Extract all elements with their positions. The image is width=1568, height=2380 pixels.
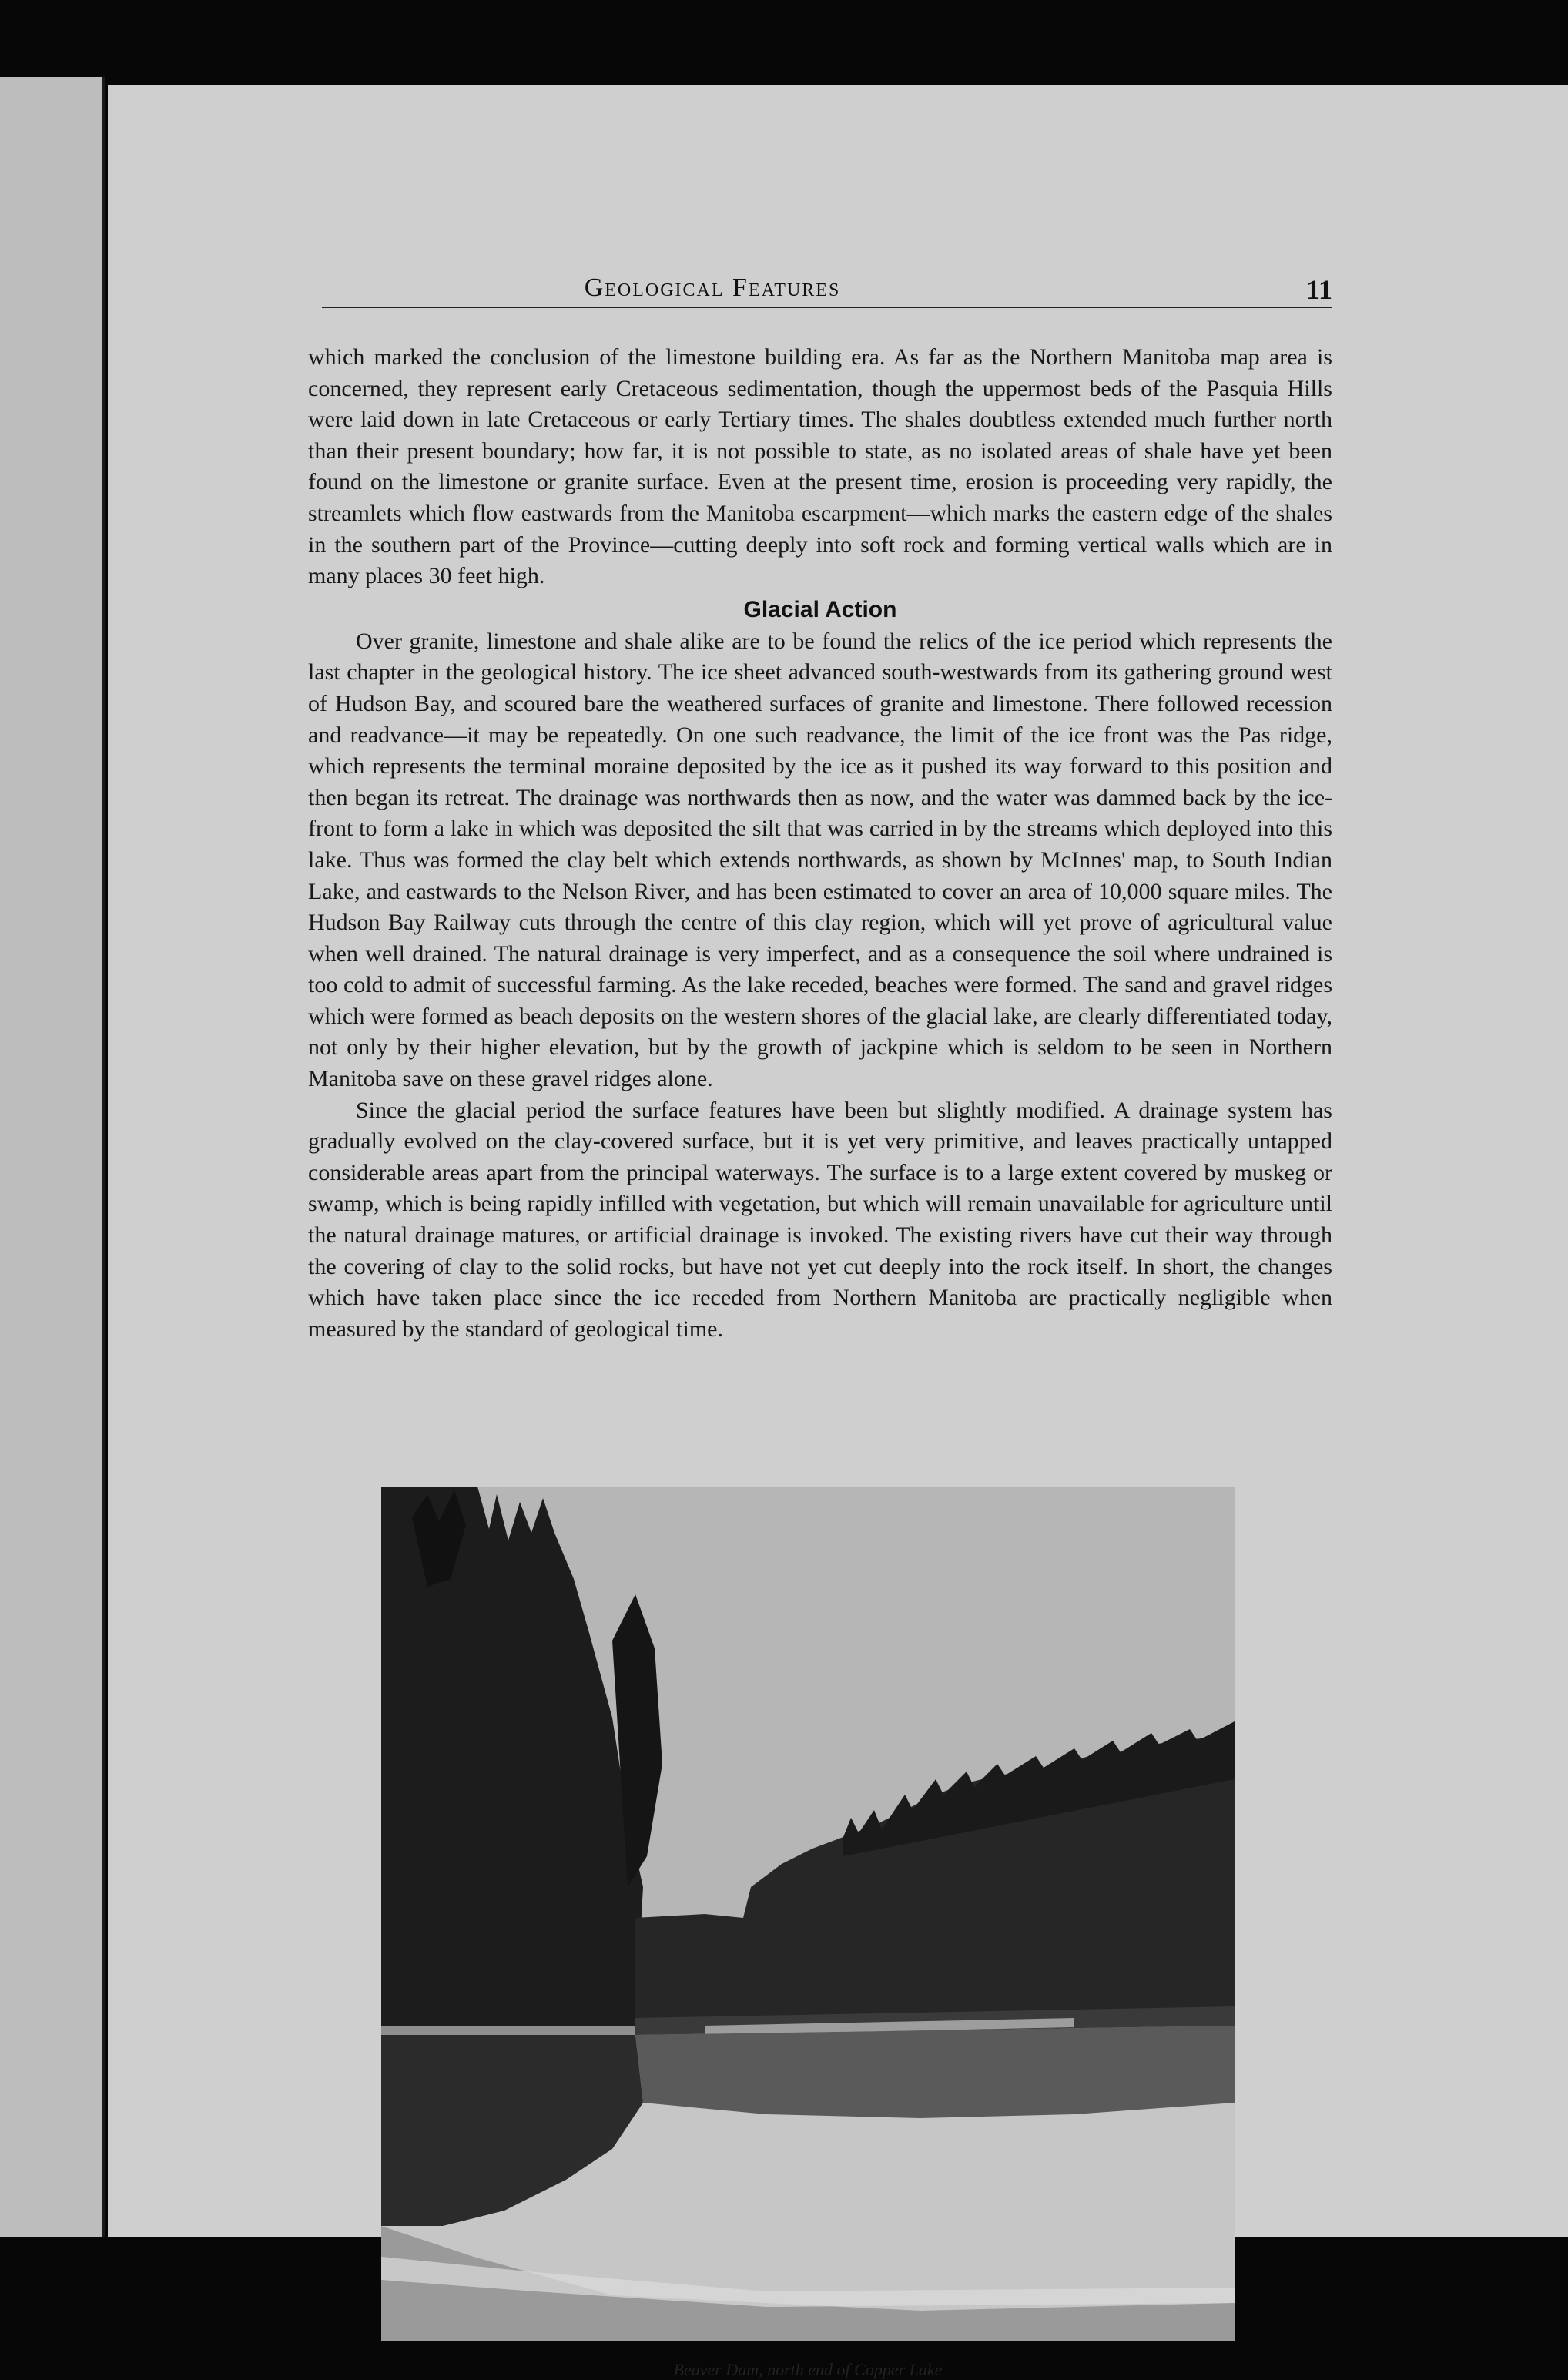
running-title: Geological Features (584, 273, 841, 302)
section-heading: Glacial Action (743, 596, 897, 622)
paragraph: Over granite, limestone and shale alike are to be found the relics of the ice period which represents the last chapter in the geological history. The ice sheet advanced south-westwards from its gathering ground west of Hudson Bay, and scoured bare the weathered surfaces of granite and limestone. There followed recession and readvance—it may be repeatedly. On one such readvance, the limit of the ice front was the Pas ridge, which represents the terminal moraine deposited by the ice as it pushed its way forward to this position and then began its retreat. The drainage was northwards then as now, and the water was dammed back by the ice-front to form a lake in which was deposited the silt that was carried in by the streams which deployed into this lake. Thus was formed the clay belt which extends northwards, as shown by McInnes' map, to South Indian Lake, and eastwards to the Nelson River, and has been estimated to cover an area of 10,000 square miles. The Hudson Bay Railway cuts through the centre of this clay region, which will yet prove of agricultural value when well drained. The natural drainage is very imperfect, and as a consequence the soil where undrained is too cold to admit of successful farming. As the lake receded, beaches were formed. The sand and gravel ridges which were formed as beach deposits on the western shores of the glacial lake, are clearly differentiated today, not only by their higher elevation, but by the growth of jackpine which is seldom to be seen in Northern Manitoba save on these gravel ridges alone. (308, 628, 1332, 1092)
running-head (323, 273, 1332, 310)
page-number: 11 (1305, 274, 1332, 305)
facing-page (0, 77, 105, 2237)
photograph-beaver-dam (381, 1487, 1235, 2341)
paragraph: Since the glacial period the surface features have been but slightly modified. A drainage system has gradually evolved on the clay-covered surface, but it is yet very primitive, and leaves practically untapped considerable areas apart from the principal waterways. The surface is to a large extent covered by muskeg or swamp, which is being rapidly infilled with vegetation, but which will remain unavailable for agriculture until the natural drainage matures, or artificial drainage is invoked. The existing rivers have cut their way through the covering of clay to the solid rocks, but have not yet cut deeply into the rock itself. In short, the changes which have taken place since the ice receded from Northern Manitoba are practically negligible when measured by the standard of geological time. (308, 1097, 1332, 1342)
paragraph: which marked the conclusion of the limestone building era. As far as the Northern Manitoba map area is concerned, they represent early Cretaceous sedimentation, though the uppermost beds of the Pasquia Hills were laid down in late Cretaceous or early Tertiary times. The shales doubtless extended much further north than their present boundary; how far, it is not possible to state, as no isolated areas of shale have yet been found on the limestone or granite surface. Even at the present time, erosion is proceeding very rapidly, the streamlets which flow eastwards from the Manitoba escarpment—which marks the eastern edge of the shales in the southern part of the Province—cutting deeply into soft rock and forming vertical walls which are in many places 30 feet high. (308, 344, 1332, 589)
header-rule (322, 307, 1332, 308)
photo-caption: Beaver Dam, north end of Copper Lake (673, 2360, 943, 2379)
photo-illustration (381, 1487, 1235, 2341)
body-text (308, 342, 1332, 1345)
